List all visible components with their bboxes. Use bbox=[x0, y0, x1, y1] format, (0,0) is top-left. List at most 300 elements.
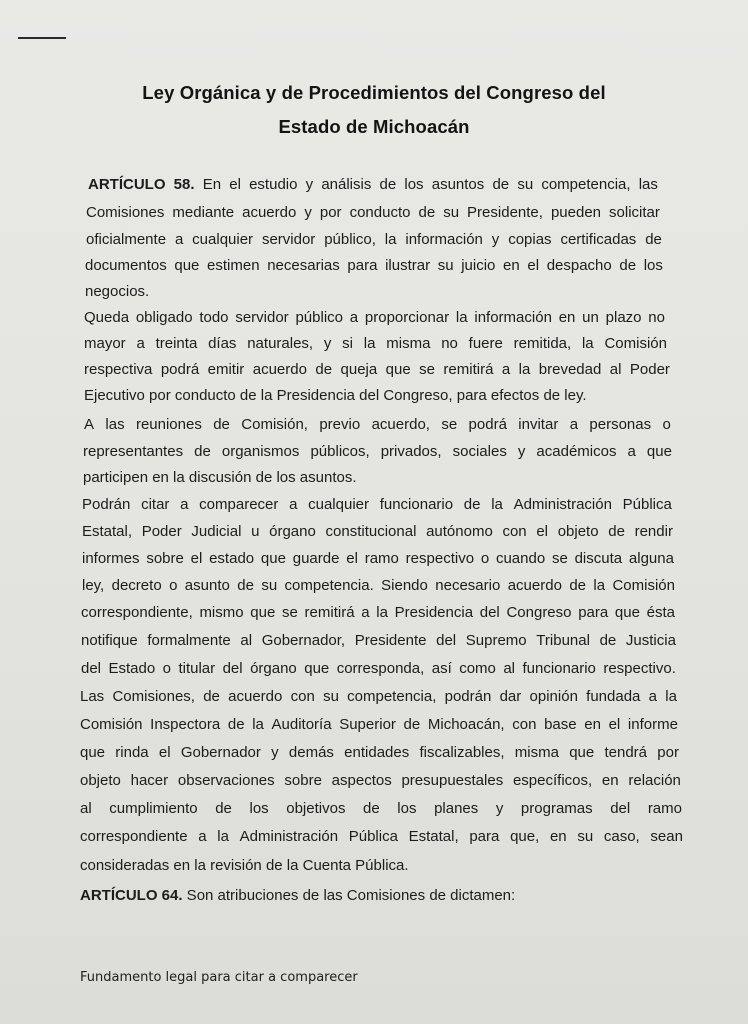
body-word: Siendo bbox=[381, 577, 428, 594]
body-word: a bbox=[174, 231, 184, 248]
body-word: se bbox=[441, 416, 458, 433]
body-word: del bbox=[479, 604, 500, 621]
body-word: que bbox=[304, 660, 330, 677]
body-word: plazo bbox=[605, 309, 642, 326]
body-word: objetivos bbox=[286, 800, 346, 817]
body-word: su bbox=[261, 577, 278, 594]
body-word: Justicia bbox=[625, 632, 676, 649]
body-word: de bbox=[569, 577, 586, 594]
body-word: la bbox=[376, 604, 388, 621]
body-text: consideradas en la revisión de la Cuenta Pública. bbox=[80, 857, 409, 874]
body-word: Estatal, bbox=[408, 828, 459, 845]
body-word: fiscalizables, bbox=[419, 744, 505, 761]
body-word: demás bbox=[288, 744, 334, 761]
document-title-line-2: Estado de Michoacán bbox=[278, 116, 470, 137]
body-word: la bbox=[252, 716, 264, 733]
body-word: constitucional bbox=[325, 523, 417, 540]
body-word: remitirá bbox=[443, 361, 494, 378]
body-word: Podrán bbox=[82, 496, 131, 513]
body-word: de bbox=[227, 716, 245, 733]
body-word: Presidencia bbox=[394, 604, 474, 621]
body-line bbox=[82, 523, 673, 540]
body-word: Administración bbox=[513, 496, 612, 513]
body-word: el bbox=[158, 744, 171, 761]
body-word: académicos bbox=[536, 443, 617, 460]
body-word: los bbox=[249, 800, 269, 817]
body-word: se bbox=[282, 604, 298, 621]
body-word: ilustrar bbox=[385, 257, 431, 274]
body-word: Comisión bbox=[604, 335, 667, 352]
body-text: Son atribuciones de las Comisiones de dictamen: bbox=[182, 887, 516, 904]
body-word: competencia, bbox=[541, 176, 631, 193]
body-word: formalmente bbox=[147, 632, 231, 649]
body-word: de bbox=[213, 416, 230, 433]
body-word: y bbox=[495, 800, 504, 817]
body-word: en bbox=[558, 309, 576, 326]
body-word: asunto bbox=[184, 577, 230, 594]
body-word: aspectos bbox=[331, 772, 392, 789]
body-word: discuta bbox=[574, 550, 623, 567]
body-word: y bbox=[305, 176, 314, 193]
body-word: cualquier bbox=[192, 231, 254, 248]
body-word: de bbox=[645, 231, 662, 248]
body-word: Gobernador, bbox=[261, 632, 346, 649]
body-word: decreto bbox=[111, 577, 162, 594]
body-word: sobre bbox=[146, 550, 184, 567]
body-word: podrán bbox=[444, 688, 492, 705]
body-word: cumplimiento bbox=[109, 800, 198, 817]
body-word: la bbox=[363, 335, 376, 352]
body-word: caso, bbox=[603, 828, 640, 845]
body-word: pueden bbox=[550, 204, 602, 221]
body-word: a bbox=[349, 309, 359, 326]
body-word: a bbox=[569, 416, 579, 433]
body-word: al bbox=[80, 800, 92, 817]
body-word: se bbox=[419, 361, 435, 378]
body-word: Queda bbox=[84, 309, 130, 326]
body-line bbox=[84, 309, 665, 326]
body-line bbox=[84, 416, 671, 433]
body-word: base bbox=[544, 716, 577, 733]
body-word: queja bbox=[340, 361, 378, 378]
body-word: notifique bbox=[81, 632, 138, 649]
body-word: A bbox=[84, 416, 95, 433]
body-word: con bbox=[512, 716, 537, 733]
body-word: a bbox=[361, 604, 370, 621]
body-word: el bbox=[536, 523, 549, 540]
body-word: estimen bbox=[207, 257, 260, 274]
body-word: 58. bbox=[173, 176, 195, 193]
body-word: citar bbox=[141, 496, 170, 513]
body-word: sean bbox=[650, 828, 683, 845]
body-word: a bbox=[136, 335, 145, 352]
body-line bbox=[82, 550, 674, 567]
body-word: organismos bbox=[221, 443, 300, 460]
body-word: ARTÍCULO bbox=[88, 176, 166, 193]
body-word: proporcionar bbox=[364, 309, 450, 326]
body-word: información bbox=[474, 309, 552, 326]
body-word: treinta bbox=[155, 335, 198, 352]
body-word: previo bbox=[319, 416, 361, 433]
body-word: no bbox=[648, 309, 665, 326]
body-word: asuntos bbox=[431, 176, 485, 193]
header-rule bbox=[18, 37, 66, 39]
body-word: Las bbox=[80, 688, 105, 705]
body-word: todo bbox=[199, 309, 229, 326]
document-title-line-1: Ley Orgánica y de Procedimientos del Congreso del bbox=[142, 82, 606, 103]
body-word: público, bbox=[324, 231, 376, 248]
body-word: en bbox=[549, 828, 567, 845]
body-word: Auditoría bbox=[271, 716, 332, 733]
body-word: que bbox=[250, 604, 276, 621]
body-word: el bbox=[346, 550, 358, 567]
body-word: de bbox=[619, 257, 637, 274]
body-word: obligado bbox=[135, 309, 193, 326]
body-line bbox=[80, 857, 409, 874]
body-word: mismo bbox=[199, 604, 244, 621]
body-word: conducto bbox=[349, 204, 411, 221]
body-word: el bbox=[608, 716, 621, 733]
body-line bbox=[85, 257, 663, 274]
body-word: a bbox=[648, 688, 657, 705]
body-word: Comisiones, bbox=[112, 688, 195, 705]
body-word: público bbox=[295, 309, 343, 326]
body-word: guarde bbox=[292, 550, 340, 567]
body-line bbox=[84, 335, 667, 352]
body-word: la bbox=[665, 688, 677, 705]
body-word: u bbox=[251, 523, 260, 540]
body-word: cuando bbox=[495, 550, 546, 567]
body-word: la bbox=[455, 309, 468, 326]
body-word: la bbox=[518, 361, 531, 378]
body-text: Ejecutivo por conducto de la Presidencia del Congreso, para efectos de ley. bbox=[84, 387, 587, 404]
body-word: fundada bbox=[586, 688, 641, 705]
body-word: podrá bbox=[160, 361, 200, 378]
body-word: de bbox=[403, 716, 421, 733]
body-word: por bbox=[319, 204, 342, 221]
body-word: su bbox=[577, 828, 594, 845]
body-word: Comisión bbox=[612, 577, 675, 594]
body-line bbox=[85, 283, 149, 300]
body-line bbox=[80, 887, 515, 904]
body-word: la bbox=[217, 828, 229, 845]
body-word: acuerdo bbox=[242, 204, 297, 221]
body-word: a bbox=[180, 496, 189, 513]
body-word: de bbox=[599, 632, 617, 649]
body-line bbox=[81, 604, 675, 621]
body-word: Supremo bbox=[465, 632, 527, 649]
body-line bbox=[81, 632, 676, 649]
body-line bbox=[80, 716, 678, 733]
body-word: opinión bbox=[529, 688, 578, 705]
body-line bbox=[81, 660, 676, 677]
body-word: la bbox=[581, 335, 594, 352]
body-word: públicos, bbox=[310, 443, 370, 460]
body-word: de bbox=[194, 443, 211, 460]
body-line bbox=[80, 772, 681, 789]
body-word: Comisión bbox=[80, 716, 143, 733]
body-word: hacer bbox=[130, 772, 169, 789]
body-word: del bbox=[610, 800, 631, 817]
body-word: que, bbox=[510, 828, 540, 845]
body-word: las bbox=[638, 176, 658, 193]
body-word: de bbox=[215, 800, 232, 817]
body-word: funcionario bbox=[379, 496, 454, 513]
body-word: al bbox=[503, 660, 516, 677]
body-word: en bbox=[601, 772, 619, 789]
body-word: Judicial bbox=[191, 523, 242, 540]
body-word: invitar bbox=[518, 416, 559, 433]
body-word: su bbox=[443, 204, 460, 221]
body-word: en bbox=[584, 716, 601, 733]
body-word: informes bbox=[82, 550, 140, 567]
body-word: competencia. bbox=[284, 577, 374, 594]
body-word: la bbox=[491, 496, 503, 513]
body-word: y bbox=[491, 231, 500, 248]
body-word: del bbox=[81, 660, 102, 677]
body-word: rinda bbox=[115, 744, 149, 761]
body-word: mayor bbox=[84, 335, 126, 352]
body-word: la bbox=[384, 231, 397, 248]
body-word: que bbox=[174, 257, 200, 274]
body-word: de bbox=[363, 800, 380, 817]
body-word: oficialmente bbox=[86, 231, 167, 248]
body-word: corresponda, bbox=[336, 660, 425, 677]
body-word: Pública bbox=[622, 496, 672, 513]
body-line bbox=[86, 231, 662, 248]
body-word: de bbox=[315, 361, 333, 378]
body-word: remitida, bbox=[513, 335, 572, 352]
body-word: Estado bbox=[108, 660, 156, 677]
body-word: Poder bbox=[141, 523, 182, 540]
body-word: informe bbox=[627, 716, 678, 733]
body-word: para bbox=[578, 604, 609, 621]
body-word: de bbox=[608, 523, 625, 540]
body-word: a bbox=[198, 828, 207, 845]
body-word: si bbox=[342, 335, 353, 352]
body-word: tendrá bbox=[604, 744, 648, 761]
body-word: objeto bbox=[557, 523, 599, 540]
body-word: servidor bbox=[235, 309, 289, 326]
body-word: relación bbox=[628, 772, 681, 789]
body-word: representantes bbox=[83, 443, 184, 460]
body-word: observaciones bbox=[177, 772, 275, 789]
body-word: acuerdo bbox=[507, 577, 562, 594]
body-word: Poder bbox=[629, 361, 670, 378]
body-word: Tribunal bbox=[536, 632, 590, 649]
body-word: documentos bbox=[85, 257, 167, 274]
body-line bbox=[83, 443, 672, 460]
body-word: así bbox=[431, 660, 452, 677]
body-line bbox=[82, 577, 675, 594]
body-line bbox=[84, 361, 670, 378]
body-word: con bbox=[290, 688, 315, 705]
body-word: específicos, bbox=[512, 772, 593, 789]
body-word: objeto bbox=[80, 772, 121, 789]
body-word: análisis bbox=[321, 176, 372, 193]
body-word: que bbox=[569, 744, 595, 761]
body-word: titular bbox=[178, 660, 216, 677]
body-word: los bbox=[404, 176, 424, 193]
body-word: no bbox=[441, 335, 458, 352]
body-word: acuerdo bbox=[252, 361, 307, 378]
body-word: y bbox=[304, 204, 312, 221]
body-word: Inspectora bbox=[150, 716, 221, 733]
body-line bbox=[80, 800, 682, 817]
body-word: misma bbox=[386, 335, 431, 352]
body-word: emitir bbox=[207, 361, 245, 378]
body-word: su bbox=[517, 176, 534, 193]
body-word: presupuestales bbox=[401, 772, 504, 789]
body-word: de bbox=[463, 496, 481, 513]
body-line bbox=[88, 176, 658, 193]
body-word: o bbox=[480, 550, 490, 567]
body-word: los bbox=[397, 800, 417, 817]
body-word: de bbox=[379, 176, 397, 193]
body-word: privados, bbox=[380, 443, 442, 460]
body-word: de bbox=[418, 204, 436, 221]
body-word: Superior bbox=[339, 716, 396, 733]
body-word: servidor bbox=[261, 231, 316, 248]
body-word: el bbox=[190, 550, 203, 567]
body-word: las bbox=[105, 416, 125, 433]
body-line bbox=[80, 744, 679, 761]
body-word: el bbox=[527, 257, 540, 274]
body-word: personas bbox=[589, 416, 652, 433]
body-word: a bbox=[289, 496, 298, 513]
body-word: Administración bbox=[239, 828, 339, 845]
body-word: cualquier bbox=[308, 496, 369, 513]
body-word: copias bbox=[508, 231, 552, 248]
body-word: Gobernador bbox=[180, 744, 261, 761]
body-word: Comisión, bbox=[241, 416, 308, 433]
article-heading: ARTÍCULO 64. bbox=[80, 887, 183, 904]
body-word: a bbox=[501, 361, 511, 378]
body-word: Estatal, bbox=[82, 523, 133, 540]
body-line bbox=[86, 204, 660, 221]
body-word: rendir bbox=[634, 523, 673, 540]
body-word: despacho bbox=[546, 257, 612, 274]
body-word: funcionario bbox=[522, 660, 596, 677]
body-word: sociales bbox=[452, 443, 507, 460]
body-word: días bbox=[208, 335, 237, 352]
body-text: participen en la discusión de los asuntos. bbox=[83, 469, 357, 486]
body-word: competencia, bbox=[347, 688, 437, 705]
body-word: su bbox=[437, 257, 454, 274]
body-word: para bbox=[469, 828, 500, 845]
body-word: de bbox=[203, 688, 220, 705]
handwritten-caption: Fundamento legal para citar a comparecer bbox=[80, 970, 358, 985]
body-word: estado bbox=[209, 550, 255, 567]
body-word: en bbox=[503, 257, 520, 274]
body-word: Michoacán, bbox=[427, 716, 505, 733]
body-word: certificadas bbox=[560, 231, 637, 248]
body-word: correspondiente, bbox=[81, 604, 193, 621]
body-word: el bbox=[229, 176, 241, 193]
body-word: los bbox=[643, 257, 663, 274]
body-line bbox=[82, 496, 672, 513]
body-word: Comisiones bbox=[86, 204, 165, 221]
body-line bbox=[84, 387, 587, 404]
body-word: reuniones bbox=[135, 416, 202, 433]
body-word: solicitar bbox=[609, 204, 660, 221]
body-word: Congreso bbox=[506, 604, 572, 621]
body-word: o bbox=[169, 577, 178, 594]
body-word: ramo bbox=[364, 550, 399, 567]
body-word: se bbox=[551, 550, 568, 567]
body-word: respectivo bbox=[405, 550, 475, 567]
body-word: de bbox=[492, 176, 510, 193]
body-word: un bbox=[582, 309, 599, 326]
body-word: mediante bbox=[172, 204, 235, 221]
body-word: al bbox=[609, 361, 622, 378]
body-word: En bbox=[202, 176, 222, 193]
body-word: que bbox=[385, 361, 411, 378]
body-word: acuerdo, bbox=[371, 416, 430, 433]
body-word: que bbox=[80, 744, 106, 761]
body-word: remitirá bbox=[304, 604, 355, 621]
body-word: ley, bbox=[82, 577, 105, 594]
body-word: para bbox=[347, 257, 378, 274]
body-word: brevedad bbox=[538, 361, 602, 378]
body-text: negocios. bbox=[85, 283, 150, 300]
body-word: de bbox=[237, 577, 254, 594]
body-word: y bbox=[323, 335, 332, 352]
body-word: estudio bbox=[249, 176, 298, 193]
body-word: Presidente bbox=[354, 632, 427, 649]
body-word: respectiva bbox=[84, 361, 153, 378]
body-word: entidades bbox=[344, 744, 410, 761]
body-word: o bbox=[662, 416, 671, 433]
body-word: correspondiente bbox=[80, 828, 188, 845]
body-word: programas bbox=[520, 800, 593, 817]
body-word: acuerdo bbox=[228, 688, 283, 705]
body-word: necesarias bbox=[267, 257, 340, 274]
body-word: su bbox=[323, 688, 339, 705]
body-word: misma bbox=[514, 744, 559, 761]
body-word: necesario bbox=[435, 577, 501, 594]
body-word: como bbox=[459, 660, 496, 677]
body-word: y bbox=[271, 744, 279, 761]
body-word: información bbox=[405, 231, 483, 248]
body-word: órgano bbox=[250, 660, 297, 677]
body-word: que bbox=[614, 604, 640, 621]
body-word: alguna bbox=[628, 550, 674, 567]
body-word: y bbox=[517, 443, 526, 460]
body-word: órgano bbox=[269, 523, 316, 540]
body-word: Presidente, bbox=[467, 204, 543, 221]
body-word: planes bbox=[434, 800, 479, 817]
body-word: que bbox=[260, 550, 286, 567]
body-word: al bbox=[240, 632, 253, 649]
body-word: del bbox=[222, 660, 243, 677]
body-word: o bbox=[162, 660, 171, 677]
body-word: juicio bbox=[461, 257, 496, 274]
body-word: a bbox=[627, 443, 636, 460]
body-word: ésta bbox=[646, 604, 675, 621]
body-word: que bbox=[646, 443, 672, 460]
body-word: Pública bbox=[348, 828, 398, 845]
body-word: podrá bbox=[468, 416, 507, 433]
body-line bbox=[83, 469, 357, 486]
body-word: del bbox=[436, 632, 457, 649]
body-word: sobre bbox=[284, 772, 322, 789]
body-line bbox=[80, 828, 683, 845]
body-word: autónomo bbox=[426, 523, 493, 540]
body-word: fuere bbox=[468, 335, 503, 352]
body-word: comparecer bbox=[199, 496, 279, 513]
body-word: respectivo. bbox=[603, 660, 676, 677]
